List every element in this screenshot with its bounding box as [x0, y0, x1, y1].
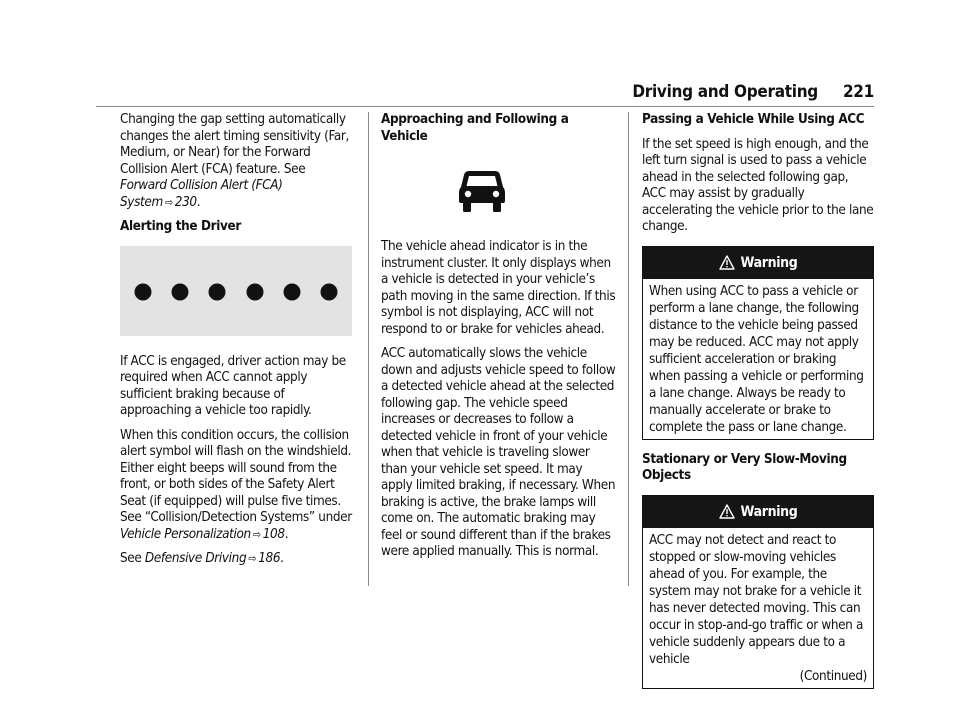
page-ref-arrow-icon: ⇨ — [252, 527, 261, 541]
indicator-paragraph: The vehicle ahead indicator is in the instrument cluster. It only displays when a vehicle is detected in your vehicle’s path moving in the same direction. If this symbol is not displaying, ACC will not respond to or brake for vehicles ahead. — [381, 239, 616, 337]
collision-alert-dots-icon — [134, 282, 338, 302]
approaching-heading: Approaching and Following a Vehicle — [381, 112, 569, 144]
header-rule — [96, 106, 874, 107]
column-3 — [642, 112, 874, 701]
section-title: Driving and Operating — [632, 82, 818, 102]
warning-text: When using ACC to pass a vehicle or perform a lane change, the following distance to the vehicle being passed may be reduced. ACC may not apply sufficient acceleration or braking when passing a vehicle or performing a lane change. Always be ready to manually accelerate or brake to complete the pass or lane change. — [649, 283, 864, 435]
driver-action-paragraph: If ACC is engaged, driver action may be required when ACC cannot apply sufficient braking because of approaching a vehicle too rapidly. — [120, 353, 346, 418]
column-divider — [628, 112, 629, 586]
passing-warning-box — [642, 246, 874, 440]
passing-heading: Passing a Vehicle While Using ACC — [642, 112, 865, 127]
collision-alert-paragraph: When this condition occurs, the collision alert symbol will flash on the windshield. Either eight beeps will sound from the front, or both sides of the Safety Alert Seat (if equipped) will pulse five times. See “Collision/Detection Systems” under Vehicle Personalization ⇨ 108. — [120, 427, 352, 542]
page-ref-arrow-icon: ⇨ — [164, 195, 173, 209]
page-header — [632, 82, 874, 102]
warning-header — [643, 247, 873, 279]
page-number: 221 — [842, 82, 874, 102]
gap-setting-paragraph: Changing the gap setting automatically changes the alert timing sensitivity (Far, Medium, or Near) for the Forward Collision Alert (FCA) feature. See Forward Collision Alert (FCA) System ⇨ 230. — [120, 112, 349, 210]
column-divider — [368, 112, 369, 586]
column-2 — [381, 112, 617, 569]
defensive-driving-link[interactable]: Defensive Driving — [144, 551, 247, 566]
warning-text: ACC may not detect and react to stopped or slow-moving vehicles ahead of you. For example, the system may not brake for a vehicle it has never detected moving. This can occur in stop-and-go traffic or when a vehicle suddenly appears due to a vehicle (Continued) — [649, 532, 867, 684]
defensive-driving-page-ref[interactable]: 186 — [258, 551, 281, 566]
alerting-heading: Alerting the Driver — [120, 219, 241, 234]
stationary-warning-box — [642, 495, 874, 689]
stationary-heading: Stationary or Very Slow-Moving Objects — [642, 451, 847, 483]
vehicle-personalization-link[interactable]: Vehicle Personalization — [120, 526, 251, 542]
passing-paragraph: If the set speed is high enough, and the left turn signal is used to pass a vehicle ahead in the selected following gap, ACC may assist by gradually accelerating the vehicle prior to the lane change. — [642, 136, 874, 234]
warning-title: Warning — [740, 254, 798, 271]
warning-header — [643, 496, 873, 528]
vehicle-ahead-icon — [459, 167, 505, 213]
defensive-driving-paragraph: See Defensive Driving ⇨ 186. — [120, 551, 284, 566]
page-ref-arrow-icon: ⇨ — [248, 552, 257, 565]
collision-alert-symbol-image — [120, 246, 352, 336]
fca-link[interactable]: Forward Collision Alert (FCA) System — [120, 178, 283, 210]
warning-triangle-icon — [719, 255, 735, 270]
continued-label: (Continued) — [799, 668, 867, 684]
warning-triangle-icon — [719, 504, 735, 519]
column-1 — [120, 112, 354, 576]
fca-page-ref[interactable]: 230 — [174, 194, 197, 210]
vehicle-personalization-page-ref[interactable]: 108 — [262, 526, 285, 542]
warning-title: Warning — [740, 503, 798, 520]
acc-slowing-paragraph: ACC automatically slows the vehicle down and adjusts vehicle speed to follow a detected vehicle ahead at the selected following gap. The vehicle speed increases or decreases to follow a detected vehicle in front of your vehicle when that vehicle is traveling slower than your vehicle set speed. It may apply limited braking, if necessary. When braking is active, the brake lamps will come on. The automatic braking may feel or sound different than if the brakes were applied manually. This is normal. — [381, 346, 616, 559]
